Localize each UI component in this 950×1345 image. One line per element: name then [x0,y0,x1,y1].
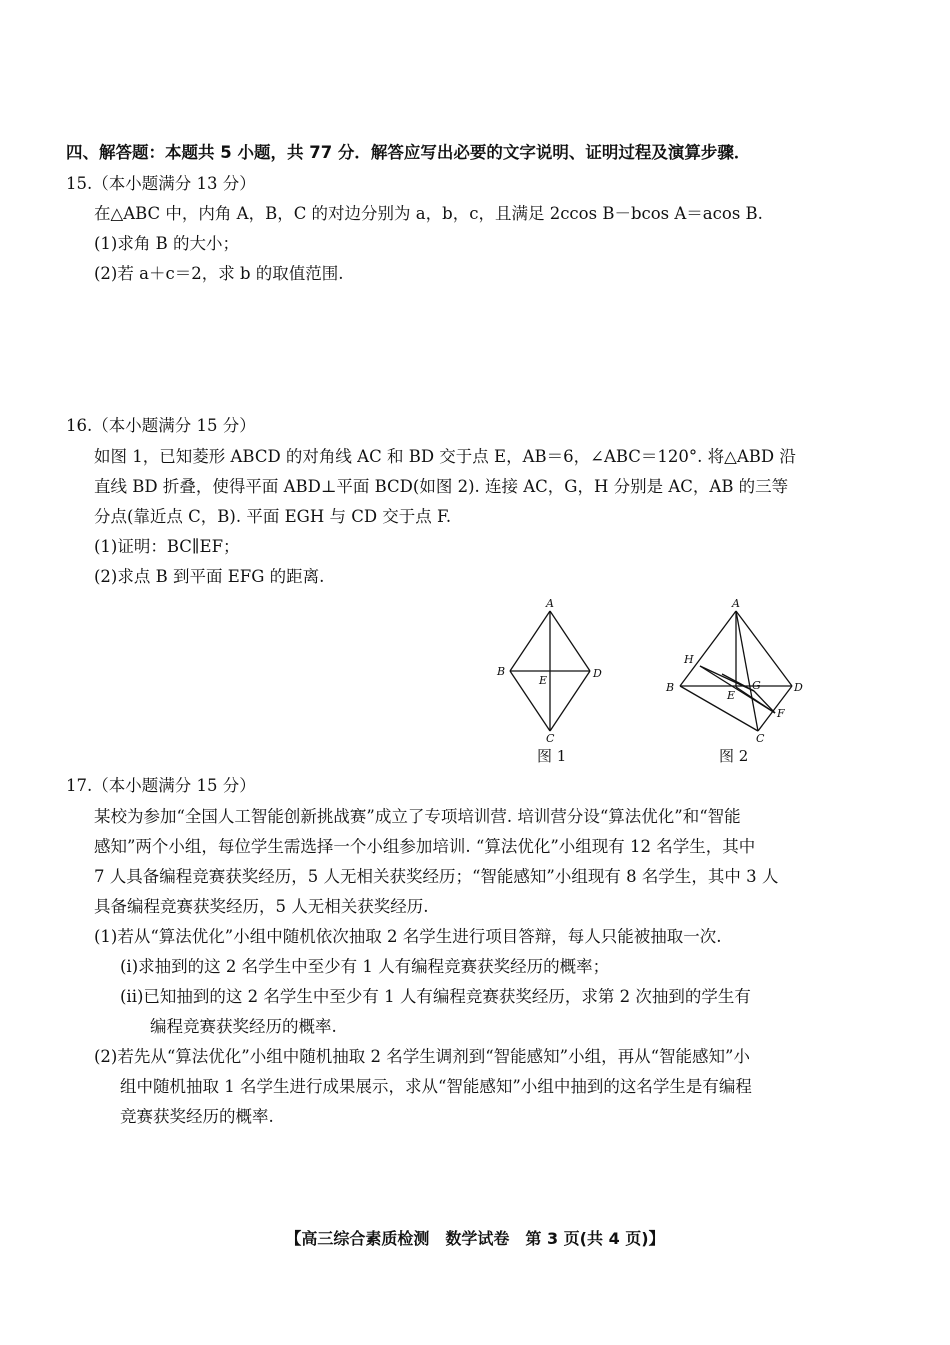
fig1-label-e: E [539,674,548,687]
q16-part1: (1)证明：BC∥EF； [94,537,240,556]
q17-part2-b: 组中随机抽取 1 名学生进行成果展示，求从“智能感知”小组中抽到的这名学生是有编程 [120,1077,752,1096]
figure-1-caption: 图 1 [537,747,567,765]
q17-line1: 某校为参加“全国人工智能创新挑战赛”成立了专项培训营. 培训营分设“算法优化”和“智能 [94,807,741,826]
q17-part1-i: (i)求抽到的这 2 名学生中至少有 1 人有编程竞赛获奖经历的概率； [120,957,610,976]
fig2-label-g: G [752,679,761,692]
q16-header: 16.（本小题满分 15 分） [66,416,256,435]
section-heading: 四、解答题：本题共 5 小题，共 77 分．解答应写出必要的文字说明、证明过程及演算步骤． [66,143,751,162]
q15-stem: 在△ABC 中，内角 A，B，C 的对边分别为 a，b，c，且满足 2ccos B－bcos A＝acos B. [94,204,763,223]
q16-line3: 分点(靠近点 C，B). 平面 EGH 与 CD 交于点 F. [94,507,452,526]
fig1-label-a: A [546,597,554,610]
figure-2-tetrahedron [660,595,810,745]
fig2-label-h: H [684,653,694,666]
q17-line4: 具备编程竞赛获奖经历，5 人无相关获奖经历. [94,897,429,916]
fig1-label-c: C [546,732,555,745]
fig2-label-a: A [732,597,740,610]
q16-line2: 直线 BD 折叠，使得平面 ABD⊥平面 BCD(如图 2). 连接 AC，G，H 分别是 AC，AB 的三等 [94,477,789,496]
q17-line3: 7 人具备编程竞赛获奖经历，5 人无相关获奖经历；“智能感知”小组现有 8 名学生，其中 3 人 [94,867,779,886]
q16-part2: (2)求点 B 到平面 EFG 的距离. [94,567,325,586]
figure-2-caption: 图 2 [719,747,749,765]
q17-part2-a: (2)若先从“算法优化”小组中随机抽取 2 名学生调剂到“智能感知”小组，再从“智能感知”小 [94,1047,750,1066]
figure-1-rhombus [490,595,615,745]
q17-header: 17.（本小题满分 15 分） [66,776,256,795]
q15-part2: (2)若 a＋c＝2，求 b 的取值范围. [94,264,344,283]
fig2-label-d: D [794,681,803,694]
fig2-label-f: F [777,707,785,720]
q17-part1-ii-b: 编程竞赛获奖经历的概率. [150,1017,337,1036]
page-footer: 【高三综合素质检测 数学试卷 第 3 页(共 4 页)】 [285,1229,665,1248]
fig2-label-e: E [727,689,736,702]
q16-line1: 如图 1，已知菱形 ABCD 的对角线 AC 和 BD 交于点 E，AB＝6，∠ABC＝120°. 将△ABD 沿 [94,447,796,466]
q15-header: 15.（本小题满分 13 分） [66,174,256,193]
fig1-label-d: D [593,667,602,680]
fig1-label-b: B [497,665,506,678]
fig2-label-c: C [756,732,765,745]
q17-part1-ii-a: (ii)已知抽到的这 2 名学生中至少有 1 人有编程竞赛获奖经历，求第 2 次抽到的学生有 [120,987,751,1006]
fig2-label-b: B [666,681,675,694]
q17-line2: 感知”两个小组，每位学生需选择一个小组参加培训. “算法优化”小组现有 12 名学生，其中 [94,837,756,856]
q15-part1: (1)求角 B 的大小； [94,234,239,253]
q17-part1: (1)若从“算法优化”小组中随机依次抽取 2 名学生进行项目答辩，每人只能被抽取一次. [94,927,722,946]
q17-part2-c: 竞赛获奖经历的概率. [120,1107,274,1126]
